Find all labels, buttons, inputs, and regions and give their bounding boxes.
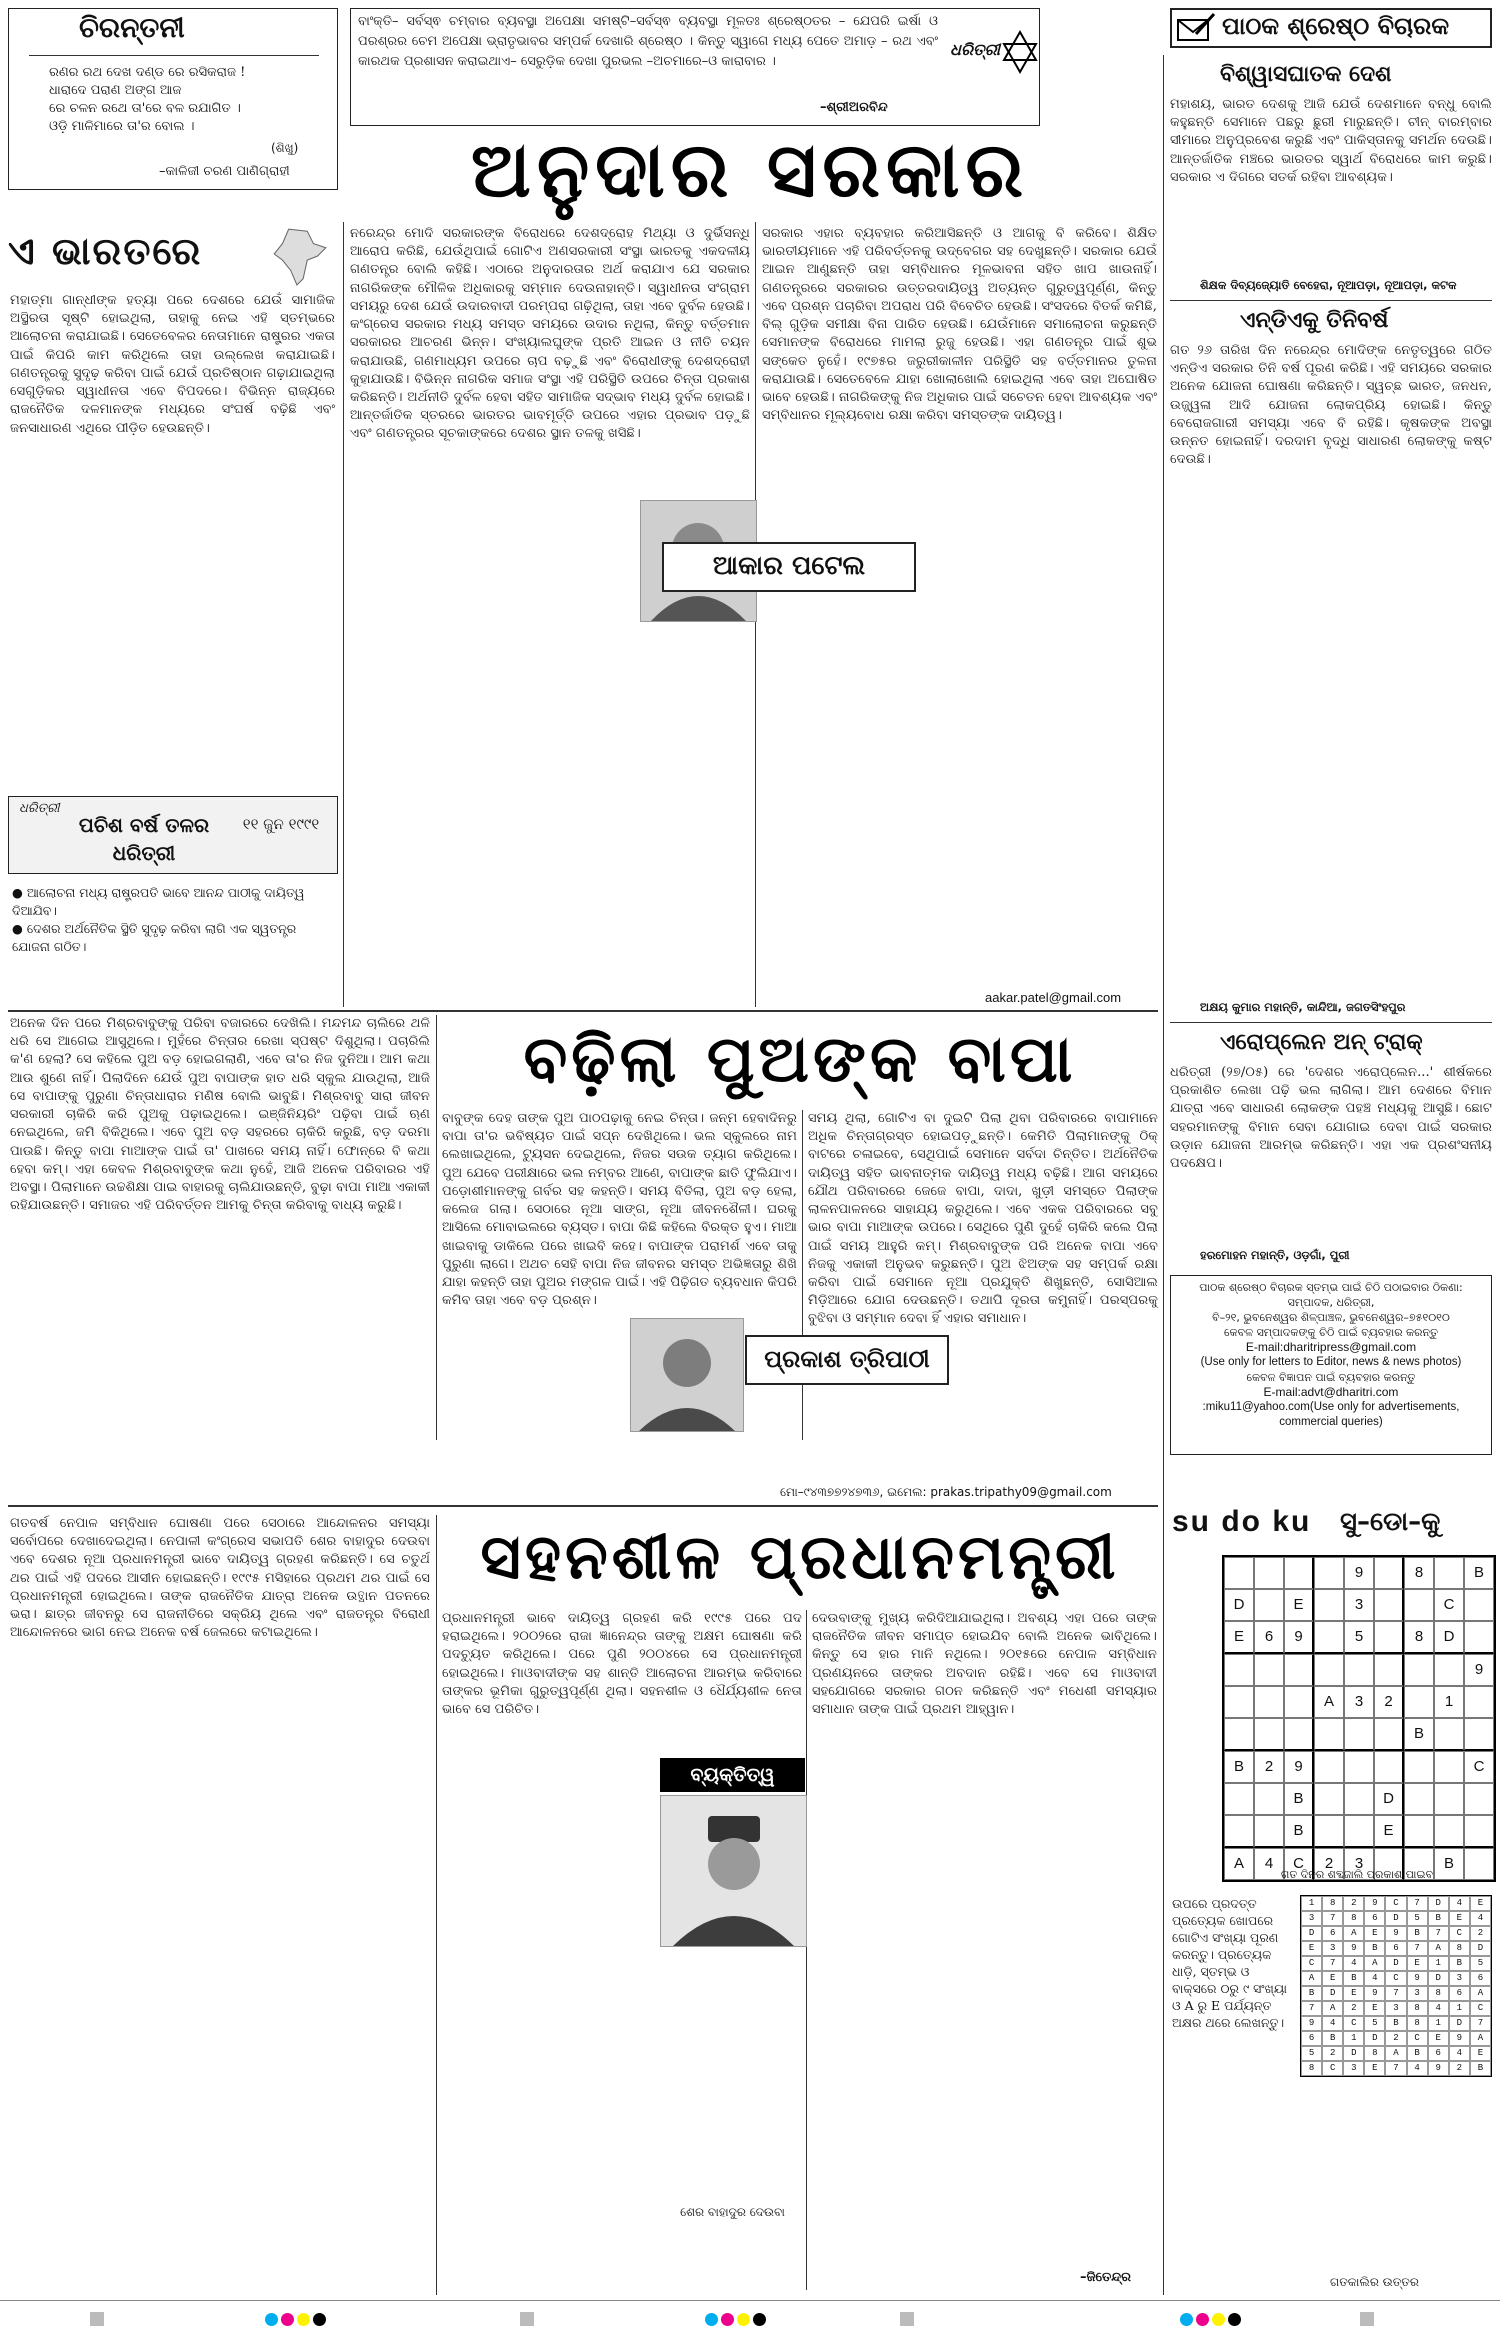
anniversary-date: ୧୧ ଜୁନ ୧୯୯୧ [242,815,320,833]
letter2-body: ଗତ ୨୬ ତାରିଖ ଦିନ ନରେନ୍ଦ୍ର ମୋଦିଙ୍କ ନେତୃତ୍ୱରେ ଗଠିତ ଏନ୍‌ଡିଏ ସରକାର ତିନି ବର୍ଷ ପୂରଣ କରିଛି। ଏହି ସମୟରେ ସରକାର ଅନେକ ଯୋଜନା ଘୋଷଣା କରିଛନ୍ତି। ସ୍ୱଚ୍ଛ ଭାରତ, ଜନଧନ, ଉଜ୍ଜ୍ୱଳା ଆଦି ଯୋଜନା ଲୋକପ୍ରିୟ ହୋଇଛି। କିନ୍ତୁ ବେରୋଜଗାରୀ ସମସ୍ୟା ଏବେ ବି ରହିଛି। କୃଷକଙ୍କ ଅବସ୍ଥା ଉନ୍ନତ ହୋଇନାହିଁ। ଦରଦାମ ବୃଦ୍ଧି ସାଧାରଣ ଲୋକଙ୍କୁ କଷ୍ଟ ଦେଉଛି। [1170,343,1492,468]
letter-divider [1170,1022,1492,1023]
chirantani-poem [49,64,245,136]
sudoku-cell[interactable]: B [1404,1718,1434,1751]
sudoku-cell[interactable] [1374,1718,1404,1751]
editor-email[interactable]: E-mail:dharitripress@gmail.com [1245,1340,1417,1354]
registration-mark [900,2312,914,2326]
sudoku-cell[interactable]: 9 [1464,1654,1494,1686]
magenta-dot [721,2313,734,2326]
solution-cell: 3 [1449,1971,1470,1986]
sudoku-cell[interactable]: C [1284,1848,1314,1880]
black-dot [1228,2313,1241,2326]
article3-column-1: ଗତବର୍ଷ ନେପାଳ ସମ୍ବିଧାନ ଘୋଷଣା ପରେ ସେଠାରେ ଆନ୍ଦୋଳନର ସମସ୍ୟା ସର୍ବୋପରେ ଦେଖାଦେଇଥିଲା। ନେପାଳୀ କଂଗ୍ରେସ ସଭାପତି ଶେର ବାହାଦୁର ଦେଉବା ଏବେ ଦେଶର ନୂଆ ପ୍ରଧାନମନ୍ତ୍ରୀ ଭାବେ ଦାୟିତ୍ୱ ଗ୍ରହଣ କରିଛନ୍ତି। ସେ ଚତୁର୍ଥ ଥର ପାଇଁ ଏହି ପଦରେ ଆସୀନ ହୋଇଛନ୍ତି। ୧୯୯୫ ମସିହାରେ ପ୍ରଥମ ଥର ପାଇଁ ସେ ପ୍ରଧାନମନ୍ତ୍ରୀ ହୋଇଥିଲେ। ତାଙ୍କ ରାଜନୈତିକ ଯାତ୍ରା ଅନେକ ଉତ୍ଥାନ ପତନରେ ଭରା। ଛାତ୍ର ଜୀବନରୁ ସେ ରାଜନୀତିରେ ସକ୍ରିୟ ଥିଲେ ଏବଂ ରାଜତନ୍ତ୍ର ବିରୋଧୀ ଆନ୍ଦୋଳନରେ ଭାଗ ନେଇ ଅନେକ ବର୍ଷ ଜେଲରେ କଟାଇଥିଲେ। [10,1516,430,1641]
sudoku-cell[interactable] [1224,1557,1254,1589]
sudoku-cell[interactable]: 4 [1254,1848,1284,1880]
sudoku-cell[interactable] [1434,1654,1464,1686]
sudoku-cell[interactable] [1344,1751,1374,1783]
article3-headline: ସହନଶୀଳ ପ୍ରଧାନମନ୍ତ୍ରୀ [480,1520,1120,1593]
anniversary-box [8,796,338,874]
anniversary-items [12,884,334,956]
quote-author: –ଶ୍ରୀଅରବିନ୍ଦ [820,100,888,115]
article1-headline: ଅନୁଦାର ସରକାର [470,125,1030,214]
solution-cell: 6 [1364,1911,1385,1926]
black-dot [313,2313,326,2326]
sudoku-cell[interactable] [1314,1783,1344,1815]
solution-cell: C [1343,2016,1364,2031]
solution-cell: 7 [1385,2061,1406,2076]
sudoku-cell[interactable] [1344,1654,1374,1686]
cyan-dot [1180,2313,1193,2326]
solution-cell: 2 [1343,2001,1364,2016]
sudoku-cell[interactable] [1224,1783,1254,1815]
sudoku-cell[interactable] [1374,1589,1404,1621]
solution-cell: 4 [1322,2016,1343,2031]
solution-cell: D [1301,1926,1322,1941]
solution-cell: C [1470,2001,1491,2016]
solution-cell: E [1322,1971,1343,1986]
anniversary-logo: ଧରିତ୍ରୀ [19,801,60,816]
sudoku-cell[interactable] [1464,1815,1494,1848]
yellow-dot [737,2313,750,2326]
solution-cell: B [1470,2061,1491,2076]
solution-cell: 3 [1385,2001,1406,2016]
solution-cell: 7 [1322,1956,1343,1971]
solution-cell: D [1428,1971,1449,1986]
solution-cell: 7 [1407,1941,1428,1956]
solution-cell: 9 [1364,1986,1385,2001]
sudoku-cell[interactable] [1284,1686,1314,1718]
solution-cell: A [1364,1956,1385,1971]
yellow-dot [1212,2313,1225,2326]
author-caption-prakash-tripathy: ପ୍ରକାଶ ତ୍ରିପାଠୀ [745,1335,949,1385]
solution-cell: E [1407,1956,1428,1971]
sudoku-cell[interactable] [1224,1815,1254,1848]
sudoku-cell[interactable]: B [1224,1751,1254,1783]
sudoku-cell[interactable] [1254,1557,1284,1589]
column-divider [343,222,344,1007]
solution-cell: 9 [1449,2031,1470,2046]
solution-cell: 4 [1449,1896,1470,1911]
solution-cell: 9 [1428,2061,1449,2076]
solution-cell: 1 [1428,1956,1449,1971]
solution-cell: 8 [1322,1896,1343,1911]
anniversary-label: ପଚିଶ ବର୍ଷ ତଳର ଧରିତ୍ରୀ [78,813,210,865]
author-photo-prakash-tripathy [630,1318,744,1432]
solution-cell: C [1301,1956,1322,1971]
solution-cell: B [1343,1971,1364,1986]
solution-cell: 3 [1343,2061,1364,2076]
solution-cell: 8 [1428,1986,1449,2001]
sudoku-cell[interactable]: E [1284,1589,1314,1621]
sudoku-cell[interactable] [1284,1557,1314,1589]
sudoku-cell[interactable] [1464,1718,1494,1751]
solution-cell: 8 [1407,2016,1428,2031]
solution-cell: B [1407,2046,1428,2061]
sudoku-solution-grid [1300,1895,1492,2077]
sudoku-cell[interactable] [1434,1815,1464,1848]
sudoku-cell[interactable] [1464,1621,1494,1654]
sudoku-grid[interactable] [1222,1555,1496,1882]
registration-mark [520,2312,534,2326]
sudoku-cell[interactable]: 3 [1344,1686,1374,1718]
poem-line: ରଣର ରଥ ଦେଖ ଦଣ୍ଡ ରେ ରସିକରାଜ ! [49,65,246,80]
sudoku-cell[interactable] [1314,1557,1344,1589]
registration-mark [1360,2312,1374,2326]
solution-cell: E [1343,1986,1364,2001]
sudoku-cell[interactable] [1464,1783,1494,1815]
sudoku-cell[interactable] [1254,1718,1284,1751]
registration-mark [90,2312,104,2326]
sudoku-cell[interactable]: C [1464,1751,1494,1783]
sudoku-cell[interactable]: A [1224,1848,1254,1880]
solution-cell: C [1322,2061,1343,2076]
sudoku-cell[interactable] [1434,1751,1464,1783]
article3-byline: –ଜିତେନ୍ଦ୍ର [1080,2270,1131,2285]
letter3-body: ଧରିତ୍ରୀ (୨୭/୦୫) ରେ 'ଦେଶର ଏରୋପ୍ଲେନ...' ଶୀର୍ଷକରେ ପ୍ରକାଶିତ ଲେଖା ପଢ଼ି ଭଲ ଲାଗିଲା। ଆମ ଦେଶରେ ବିମାନ ଯାତ୍ରା ଏବେ ସାଧାରଣ ଲୋକଙ୍କ ପହଞ୍ଚ ମଧ୍ୟକୁ ଆସୁଛି। ଛୋଟ ସହରମାନଙ୍କୁ ବିମାନ ସେବା ଯୋଗାଇ ଦେବା ପାଇଁ ସରକାର ଉଡ଼ାନ ଯୋଜନା ଆରମ୍ଭ କରିଛନ୍ତି। ଏହା ଏକ ପ୍ରଶଂସନୀୟ ପଦକ୍ଷେପ। [1170,1065,1492,1172]
solution-cell: E [1470,2046,1491,2061]
article2-headline: ବଢ଼ିଲା ପୁଅଙ୍କ ବାପା [523,1023,1077,1097]
sudoku-cell[interactable] [1404,1783,1434,1815]
solution-cell: 2 [1449,2061,1470,2076]
solution-cell: C [1407,2031,1428,2046]
solution-cell: 9 [1343,1941,1364,1956]
letter3-title: ଏରୋପ୍ଲେନ ଅନ୍ ଟ୍ରାକ୍ [1220,1030,1423,1055]
solution-cell: 5 [1407,1911,1428,1926]
solution-cell: 8 [1301,2061,1322,2076]
column-divider [436,1515,437,2295]
letter-divider [1170,300,1492,301]
black-dot [753,2313,766,2326]
sudoku-cell[interactable] [1404,1686,1434,1718]
sudoku-cell[interactable] [1254,1783,1284,1815]
sudoku-cell[interactable]: B [1464,1557,1494,1589]
sudoku-cell[interactable] [1284,1718,1314,1751]
pratibhata-body: ମହାତ୍ମା ଗାନ୍ଧୀଙ୍କ ହତ୍ୟା ପରେ ଦେଶରେ ଯେଉଁ ସାମାଜିକ ଅସ୍ଥିରତା ସୃଷ୍ଟି ହୋଇଥିଲା, ତାହାକୁ ନେଇ ଏହି ସ୍ତମ୍ଭରେ ଆଲୋଚନା କରାଯାଇଛି। ସେତେବେଳର ନେତାମାନେ ରାଷ୍ଟ୍ରର ଏକତା ପାଇଁ କିପରି କାମ କରିଥିଲେ ତାହା ଉଲ୍ଲେଖ କରାଯାଇଛି। ଗଣତନ୍ତ୍ରକୁ ସୁଦୃଢ଼ କରିବା ପାଇଁ ଯେଉଁ ପ୍ରତିଷ୍ଠାନ ଗଢ଼ାଯାଇଥିଲା ସେଗୁଡ଼ିକର ସ୍ୱାଧୀନତା ଏବେ ବିପଦରେ। ବିଭିନ୍ନ ରାଜ୍ୟରେ ରାଜନୈତିକ ଦଳମାନଙ୍କ ମଧ୍ୟରେ ସଂଘର୍ଷ ବଢ଼ିଛି ଏବଂ ଜନସାଧାରଣ ଏଥିରେ ପୀଡ଼ିତ ହେଉଛନ୍ତି। [10,293,335,436]
solution-cell: 6 [1385,1941,1406,1956]
solution-cell: 4 [1428,2001,1449,2016]
sudoku-cell[interactable] [1374,1621,1404,1654]
sudoku-cell[interactable] [1224,1718,1254,1751]
letter3-signature: ହରମୋହନ ମହାନ୍ତି, ଓଡ଼ଗାଁ, ପୁରୀ [1200,1248,1350,1262]
letter1-body: ମହାଶୟ, ଭାରତ ଦେଶକୁ ଆଜି ଯେଉଁ ଦେଶମାନେ ବନ୍ଧୁ ବୋଲି କହୁଛନ୍ତି ସେମାନେ ପଛରୁ ଛୁରୀ ମାରୁଛନ୍ତି। ଚୀନ୍ ବାରମ୍ବାର ସୀମାରେ ଅନୁପ୍ରବେଶ କରୁଛି ଏବଂ ପାକିସ୍ତାନକୁ ସମର୍ଥନ ଦେଉଛି। ଆନ୍ତର୍ଜାତିକ ମଞ୍ଚରେ ଭାରତର ସ୍ୱାର୍ଥ ବିରୋଧରେ କାମ କରୁଛି। ସରକାର ଏ ଦିଗରେ ସତର୍କ ରହିବା ଆବଶ୍ୟକ। [1170,97,1492,185]
advt-email[interactable]: E-mail:advt@dharitri.com [1263,1385,1399,1399]
sudoku-cell[interactable] [1374,1654,1404,1686]
solution-cell: 6 [1301,2031,1322,2046]
chirantani-rule [29,55,319,56]
sudoku-title-odia: ସୁ–ଡୋ–କୁ [1340,1507,1441,1537]
letter1-signature: ଶିକ୍ଷକ ଦିବ୍ୟଜ୍ୟୋତି ବେହେରା, ନୂଆପଡ଼ା, ନୂଆପଡ଼ା, କଟକ [1200,278,1457,292]
solution-cell: D [1470,1941,1491,1956]
magenta-dot [1196,2313,1209,2326]
sudoku-cell[interactable] [1224,1686,1254,1718]
sudoku-caption: ଗତ ଦିନର ଶବ୍ଦଜାଲି ପ୍ରକାଶ ପାଇବ [1280,1868,1434,1881]
solution-cell: 4 [1449,2046,1470,2061]
sudoku-cell[interactable]: 8 [1404,1557,1434,1589]
solution-cell: 8 [1449,1941,1470,1956]
solution-cell: B [1364,1941,1385,1956]
sudoku-cell[interactable]: 5 [1344,1621,1374,1654]
article2-column-2: ବାବୁଙ୍କ ଦେହ ତାଙ୍କ ପୁଅ ପାଠପଢ଼ାକୁ ନେଇ ଚିନ୍ତା। ଜନ୍ମ ହେବାଦିନରୁ ବାପା ତା'ର ଭବିଷ୍ୟତ ପାଇଁ ସପ୍ନ ଦେଖିଥିଲେ। ଭଲ ସ୍କୁଲରେ ନାମ ଲେଖାଇଥିଲେ, ଟ୍ୟୁସନ ଦେଇଥିଲେ, ନିଜର ସଉକ ତ୍ୟାଗ କରିଥିଲେ। ପୁଅ ଯେବେ ପରୀକ୍ଷାରେ ଭଲ ନମ୍ବର ଆଣେ, ବାପାଙ୍କ ଛାତି ଫୁଲିଯାଏ। ପଡ଼ୋଶୀମାନଙ୍କୁ ଗର୍ବର ସହ କହନ୍ତି। ସମୟ ବିତିଲା, ପୁଅ ବଡ଼ ହେଲା, କଲେଜ ଗଲା। ସେଠାରେ ନୂଆ ସାଙ୍ଗ, ନୂଆ ଜୀବନଶୈଳୀ। ଘରକୁ ଆସିଲେ ମୋବାଇଲରେ ବ୍ୟସ୍ତ। ବାପା କିଛି କହିଲେ ବିରକ୍ତ ହୁଏ। ମାଆ ଖାଇବାକୁ ଡାକିଲେ ପରେ ଖାଇବି କହେ। ବାପାଙ୍କ ପରାମର୍ଶ ଏବେ ତାକୁ ପୁରୁଣା ଲାଗେ। ଅଥଚ ସେହି ବାପା ନିଜ ଜୀବନର ସମସ୍ତ ଅଭିଜ୍ଞତାରୁ ଶିଖି ଯାହା କହନ୍ତି ତାହା ପୁଅର ମଙ୍ଗଳ ପାଇଁ। ଏହି ପିଢ଼ିଗତ ବ୍ୟବଧାନ କିପରି କମିବ ତାହା ଏବେ ବଡ଼ ପ୍ରଶ୍ନ। [442,1111,797,1309]
cyan-dot [265,2313,278,2326]
solution-cell: 5 [1364,2016,1385,2031]
portrait-icon [631,1319,743,1431]
sudoku-rules: ଉପରେ ପ୍ରଦତ୍ତ ପ୍ରତ୍ୟେକ ଖୋପରେ ଗୋଟିଏ ସଂଖ୍ୟା ପୂରଣ କରନ୍ତୁ। ପ୍ରତ୍ୟେକ ଧାଡ଼ି, ସ୍ତମ୍ଭ ଓ ବାକ୍ସରେ ୦ରୁ ୯ ସଂଖ୍ୟା ଓ A ରୁ E ପର୍ଯ୍ୟନ୍ତ ଅକ୍ଷର ଥରେ ଲେଖନ୍ତୁ। [1172,1896,1288,2030]
sudoku-cell[interactable] [1344,1718,1374,1751]
solution-cell: 7 [1407,1896,1428,1911]
solution-cell: A [1301,1971,1322,1986]
sudoku-cell[interactable] [1344,1783,1374,1815]
solution-cell: 2 [1470,1926,1491,1941]
solution-cell: A [1428,1941,1449,1956]
solution-cell: 7 [1385,1986,1406,2001]
solution-cell: A [1322,2001,1343,2016]
sudoku-cell[interactable] [1254,1589,1284,1621]
poem-line: ଧାରାଦେ ପରାଣ ଅଙ୍ଗ ଆଜ [49,83,182,98]
solution-cell: 9 [1301,2016,1322,2031]
solution-cell: E [1364,2001,1385,2016]
sudoku-cell[interactable] [1254,1654,1284,1686]
solution-cell: D [1364,2031,1385,2046]
solution-cell: 2 [1385,2031,1406,2046]
solution-cell: C [1385,1896,1406,1911]
solution-cell: B [1407,1926,1428,1941]
solution-cell: 3 [1301,1911,1322,1926]
solution-cell: D [1449,2016,1470,2031]
sudoku-cell[interactable]: 8 [1404,1621,1434,1654]
sudoku-cell[interactable] [1314,1815,1344,1848]
solution-cell: B [1322,2031,1343,2046]
solution-cell: E [1364,1926,1385,1941]
contact-address: କେବଳ ସମ୍ପାଦକଙ୍କୁ ଚିଠି ପାଇଁ ବ୍ୟବହାର କରନ୍ତୁ [1224,1326,1438,1339]
solution-cell: B [1301,1986,1322,2001]
solution-cell: 8 [1343,1911,1364,1926]
solution-cell: 9 [1385,1926,1406,1941]
article3-column-3: ଦେଉବାଙ୍କୁ ମୁଖ୍ୟ କରିଦିଆଯାଇଥିଲା। ଅବଶ୍ୟ ଏହା ପରେ ତାଙ୍କ ରାଜନୈତିକ ଜୀବନ ସମାପ୍ତ ହୋଇଯିବ ବୋଲି ଅନେକ ଭାବିଥିଲେ। କିନ୍ତୁ ସେ ହାର ମାନି ନଥିଲେ। ୨୦୧୫ରେ ନେପାଳ ସମ୍ବିଧାନ ପ୍ରଣୟନରେ ତାଙ୍କର ଅବଦାନ ରହିଛି। ଏବେ ସେ ମାଓବାଦୀ ସହଯୋଗରେ ସରକାର ଗଠନ କରିଛନ୍ତି ଏବଂ ମଧେଶୀ ସମସ୍ୟାର ସମାଧାନ ତାଙ୍କ ପାଇଁ ପ୍ରଥମ ଆହ୍ୱାନ। [812,1611,1157,1718]
article1-email: aakar.patel@gmail.com [985,990,1122,1005]
sudoku-cell[interactable]: E [1224,1621,1254,1654]
solution-cell: D [1428,1896,1449,1911]
sudoku-cell[interactable]: 9 [1344,1557,1374,1589]
solution-cell: 9 [1364,1896,1385,1911]
sudoku-cell[interactable] [1314,1589,1344,1621]
sudoku-cell[interactable] [1314,1751,1344,1783]
article1-column-1: ନରେନ୍ଦ୍ର ମୋଦି ସରକାରଙ୍କ ବିରୋଧରେ ଦେଶଦ୍ରୋହ ମିଥ୍ୟା ଓ ଦୁର୍ଭିସନ୍ଧି ଆରୋପ କରିଛି, ଯେଉଁଥିପାଇଁ ଗୋଟିଏ ଅଣସରକାରୀ ସଂସ୍ଥା ଭାରତକୁ ଏକଦଳୀୟ ଗଣତନ୍ତ୍ର ବୋଲି କହିଛି। ଏଠାରେ ଅନୁଦାରତାର ଅର୍ଥ କରାଯାଏ ଯେ ସରକାର ନାଗରିକଙ୍କ ମୌଳିକ ଅଧିକାରକୁ ସମ୍ମାନ ଦେଉନାହାନ୍ତି। ସ୍ୱାଧୀନତା ସଂଗ୍ରାମ ସମୟରୁ ଦେଶ ଯେଉଁ ଉଦାରବାଦୀ ପରମ୍ପରା ଗଢ଼ିଥିଲା, ତାହା ଏବେ ଦୁର୍ବଳ ହେଉଛି। କଂଗ୍ରେସ ସରକାର ମଧ୍ୟ ସମସ୍ତ ସମୟରେ ଉଦାର ନଥିଲା, କିନ୍ତୁ ବର୍ତ୍ତମାନ ସରକାରର ଆଚରଣ ଭିନ୍ନ। ସଂଖ୍ୟାଲଘୁଙ୍କ ପ୍ରତି ଆଇନ ଓ ନୀତି ଚୟନ କରାଯାଉଛି, ଗଣମାଧ୍ୟମ ଉପରେ ଚାପ ବଢ଼ୁଛି ଏବଂ ବିରୋଧୀଙ୍କୁ ଦେଶଦ୍ରୋହୀ କୁହାଯାଉଛି। ବିଭିନ୍ନ ନାଗରିକ ସମାଜ ସଂସ୍ଥା ଏହି ପରିସ୍ଥିତି ଉପରେ ଚିନ୍ତା ପ୍ରକାଶ କରିଛନ୍ତି। ଅର୍ଥନୀତି ଦୁର୍ବଳ ହେବା ସହିତ ସାମାଜିକ ସଦ୍ଭାବ ମଧ୍ୟ ଦୁର୍ବଳ ହୋଇଛି। ଆନ୍ତର୍ଜାତିକ ସ୍ତରରେ ଭାରତର ଭାବମୂର୍ତ୍ତି ଉପରେ ଏହାର ପ୍ରଭାବ ପଡ଼ୁଛି ଏବଂ ଗଣତନ୍ତ୍ରର ସୂଚକାଙ୍କରେ ଦେଶର ସ୍ଥାନ ତଳକୁ ଖସିଛି। [350,226,750,442]
letters-banner-title: ପାଠକ ଶ୍ରେଷ୍ଠ ବିଚାରକ [1222,12,1450,40]
sudoku-cell[interactable]: 2 [1314,1848,1344,1880]
solution-cell: A [1343,1926,1364,1941]
portrait-sher-bahadur-deuba [660,1795,807,1947]
sudoku-cell[interactable]: D [1374,1783,1404,1815]
e-bharatare-header [8,225,338,285]
contact-address: ବି–୨୧, ଭୁବନେଶ୍ୱର ଶିଳ୍ପାଞ୍ଚଳ, ଭୁବନେଶ୍ୱର–୭୫୧୦୧୦ [1212,1311,1450,1324]
solution-cell: 7 [1322,1911,1343,1926]
star-emblem-icon [1000,28,1040,78]
solution-cell: 8 [1407,2001,1428,2016]
poem-note: (ଶିଖୁ) [271,141,299,155]
sudoku-cell[interactable] [1314,1654,1344,1686]
solution-cell: D [1343,2046,1364,2061]
poem-line: ରେ ଚଳନ ରଥେ ତା'ରେ ବଳ ରଯାଗିତ । [49,101,241,116]
contact-address: ସମ୍ପାଦକ, ଧରିତ୍ରୀ, [1287,1296,1375,1309]
article2-contact: ମୋ–୯୪୩୭୭୨୪୭୩୬, ଇମେଲ: prakas.tripathy09@gmail.com [780,1485,1112,1499]
sudoku-cell[interactable] [1314,1718,1344,1751]
editor-email-note: (Use only for letters to Editor, news & news photos) [1200,1356,1462,1368]
sudoku-cell[interactable]: 2 [1374,1686,1404,1718]
solution-cell: B [1449,1956,1470,1971]
solution-cell: 6 [1449,1986,1470,2001]
column-divider [802,1110,803,1440]
solution-cell: 6 [1322,1926,1343,1941]
solution-cell: 1 [1449,2001,1470,2016]
solution-cell: 6 [1428,2046,1449,2061]
solution-cell: 7 [1470,2016,1491,2031]
e-bharatare-title: ଏ ଭାରତରେ [8,229,203,273]
solution-cell: 3 [1407,1986,1428,2001]
advt-email-alt[interactable]: :miku11@yahoo.com(Use only for advertisements, commercial queries) [1202,1401,1460,1428]
sudoku-cell[interactable] [1314,1621,1344,1654]
solution-cell: B [1428,1911,1449,1926]
solution-cell: E [1301,1941,1322,1956]
solution-cell: 7 [1301,2001,1322,2016]
chirantani-box [8,8,338,190]
dharitri-logo: ଧରିତ୍ରୀ [950,40,1000,59]
sudoku-cell[interactable] [1404,1654,1434,1686]
solution-cell: 9 [1407,1971,1428,1986]
solution-cell: 1 [1301,1896,1322,1911]
solution-cell: 3 [1322,1941,1343,1956]
solution-cell: D [1385,1911,1406,1926]
solution-cell: 8 [1364,2046,1385,2061]
solution-cell: E [1364,2061,1385,2076]
anniversary-item: ● ଆଲୋଚନା ମଧ୍ୟ ରାଷ୍ଟ୍ରପତି ଭାବେ ଆନନ୍ଦ ପାଠୀକୁ ଦାୟିତ୍ୱ ଦିଆଯିବ। [12,885,305,918]
solution-cell: 1 [1343,2031,1364,2046]
pen-letter-icon [1176,12,1216,44]
quote-text: ବାଂକ୍ତି– ସର୍ବସ୍ଵ ଚମ୍ବାର ବ୍ୟବସ୍ଥା ଅପେକ୍ଷା ସମଷ୍ଟି–ସର୍ବସ୍ଵ ବ୍ୟବସ୍ଥା ମୂଳତଃ ଶ୍ରେଷ୍ଠତର – ଯେପରି ଇର୍ଷା ଓ ପରଶ୍ରର ଚେମ ଅପେକ୍ଷା ଭ୍ରାତୃଭାବର ସମ୍ପର୍କ ଦେଖାରି ଶ୍ରେଷ୍ଠ । କିନ୍ତୁ ସ୍ୱାଗେ ମଧ୍ୟ ପେତେ ଅମାଡ଼ – ରଥ ଏବଂ କାରଥକ ପ୍ରଶାସନ କରାଇଥାଏ– ସେରୁଡ଼ିକ ଦେଖା ପୁରଭଲ –ଅଚମାରେ–ଓ କାରାବାର । [358,14,938,69]
solution-cell: 2 [1343,1896,1364,1911]
solution-cell: 5 [1301,2046,1322,2061]
solution-cell: 7 [1428,1926,1449,1941]
solution-cell: D [1385,1956,1406,1971]
sudoku-cell[interactable]: 9 [1284,1751,1314,1783]
solution-cell: C [1385,1971,1406,1986]
author-caption-aakar-patel: ଆକାର ପଟେଲ [662,542,916,592]
sudoku-cell[interactable]: 2 [1254,1751,1284,1783]
sudoku-cell[interactable] [1374,1751,1404,1783]
personality-tag: ବ୍ୟକ୍ତିତ୍ୱ [660,1758,805,1792]
advt-line: କେବଳ ବିଜ୍ଞାପନ ପାଇଁ ବ୍ୟବହାର କରନ୍ତୁ [1246,1371,1416,1384]
sudoku-cell[interactable] [1464,1686,1494,1718]
sudoku-cell[interactable] [1404,1589,1434,1621]
solution-cell: 2 [1322,2046,1343,2061]
solution-cell: 4 [1364,1971,1385,1986]
sudoku-cell[interactable] [1464,1589,1494,1621]
sudoku-cell[interactable] [1224,1654,1254,1686]
solution-cell: 4 [1470,1911,1491,1926]
section-rule [8,1010,1158,1012]
india-map-icon [268,225,330,287]
section-rule [8,1505,1158,1507]
poem-author: –କାଳିଜୀ ଚରଣ ପାଣିଗ୍ରାହୀ [159,164,290,179]
chirantani-title: ଚିରନ୍ତନୀ [79,11,185,44]
solution-cell: C [1449,1926,1470,1941]
cyan-dot [705,2313,718,2326]
sudoku-cell[interactable] [1374,1557,1404,1589]
portrait-caption: ଶେର ବାହାଦୁର ଦେଉବା [680,2205,785,2219]
letter2-title: ଏନ୍‌ଡିଏକୁ ତିନିବର୍ଷ [1240,308,1389,333]
solution-cell: B [1385,2016,1406,2031]
sudoku-title-latin: su do ku [1172,1505,1312,1538]
contact-info [1178,1280,1484,1430]
sudoku-cell[interactable]: D [1224,1589,1254,1621]
letter1-title: ବିଶ୍ୱାସଘାତକ ଦେଶ [1220,62,1392,87]
solution-cell: A [1385,2046,1406,2061]
sudoku-cell[interactable] [1344,1815,1374,1848]
sudoku-cell[interactable] [1434,1557,1464,1589]
sudoku-cell[interactable] [1404,1815,1434,1848]
solution-cell: D [1322,1986,1343,2001]
sudoku-cell[interactable]: E [1374,1815,1404,1848]
sudoku-cell[interactable]: 1 [1434,1686,1464,1718]
solution-cell: A [1470,2031,1491,2046]
solution-cell: E [1449,1911,1470,1926]
sudoku-cell[interactable]: A [1314,1686,1344,1718]
solution-cell: 5 [1470,1956,1491,1971]
article3-column-2: ପ୍ରଧାନମନ୍ତ୍ରୀ ଭାବେ ଦାୟିତ୍ୱ ଗ୍ରହଣ କରି ୧୯୯୫ ପରେ ପଦ ହରାଇଥିଲେ। ୨୦୦୨ରେ ରାଜା ଜ୍ଞାନେନ୍ଦ୍ର ତାଙ୍କୁ ଅକ୍ଷମ ଘୋଷଣା କରି ପଦଚ୍ୟୁତ କରିଥିଲେ। ପରେ ପୁଣି ୨୦୦୪ରେ ସେ ପ୍ରଧାନମନ୍ତ୍ରୀ ହୋଇଥିଲେ। ମାଓବାଦୀଙ୍କ ସହ ଶାନ୍ତି ଆଲୋଚନା ଆରମ୍ଭ କରିବାରେ ତାଙ୍କର ଭୂମିକା ଗୁରୁତ୍ୱପୂର୍ଣ୍ଣ ଥିଲା। ସହନଶୀଳ ଓ ଧୈର୍ଯ୍ୟଶୀଳ ନେତା ଭାବେ ସେ ପରିଚିତ। [442,1611,802,1718]
contact-intro: ପାଠକ ଶ୍ରେଷ୍ଠ ବିଚାରକ ସ୍ତମ୍ଭ ପାଇଁ ଚିଠି ପଠାଇବାର ଠିକଣା: [1199,1281,1463,1294]
letter2-signature: ଅକ୍ଷୟ କୁମାର ମହାନ୍ତି, କାନ୍ଦିଆ, ଜଗତସିଂହପୁର [1200,1000,1406,1014]
sudoku-cell[interactable] [1284,1654,1314,1686]
article1-column-2: ସରକାର ଏହାର ବ୍ୟବହାର କରିଆସିଛନ୍ତି ଓ ଆଗକୁ ବି କରିବେ। ଶିକ୍ଷିତ ଭାରତୀୟମାନେ ଏହି ପରିବର୍ତ୍ତନକୁ ଉଦ୍ବେଗର ସହ ଦେଖୁଛନ୍ତି। ସରକାର ଯେଉଁ ଆଇନ ଆଣୁଛନ୍ତି ତାହା ସମ୍ବିଧାନର ମୂଳଭାବନା ସହିତ ଖାପ ଖାଉନାହିଁ। ଗଣତନ୍ତ୍ରରେ ସରକାରର ଉତ୍ତରଦାୟିତ୍ୱ ଅତ୍ୟନ୍ତ ଗୁରୁତ୍ୱପୂର୍ଣ୍ଣ, କିନ୍ତୁ ଏବେ ପ୍ରଶ୍ନ ପଚାରିବା ଅପରାଧ ପରି ବିବେଚିତ ହେଉଛି। ସଂସଦରେ ବିତର୍କ କମିଛି, ବିଲ୍ ଗୁଡ଼ିକ ସମୀକ୍ଷା ବିନା ପାରିତ ହେଉଛି। ଯେଉଁମାନେ ସମାଲୋଚନା କରୁଛନ୍ତି ସେମାନଙ୍କ ବିରୋଧରେ ମାମଲା ରୁଜୁ ହେଉଛି। ଏହା ଗଣତନ୍ତ୍ର ପାଇଁ ଶୁଭ ସଙ୍କେତ ନୁହେଁ। ୧୯୭୫ର ଜରୁରୀକାଳୀନ ପରିସ୍ଥିତି ସହ ବର୍ତ୍ତମାନର ତୁଳନା କରାଯାଉଛି। ସେତେବେଳେ ଯାହା ଖୋଲାଖୋଲି ହୋଇଥିଲା ଏବେ ତାହା ଅଘୋଷିତ ଭାବେ ହେଉଛି। ନାଗରିକଙ୍କୁ ନିଜ ଅଧିକାର ପାଇଁ ସଚେତନ ହେବା ଆବଶ୍ୟକ ଏବଂ ସମ୍ବିଧାନର ମୂଲ୍ୟବୋଧ ରକ୍ଷା କରିବା ସମସ୍ତଙ୍କ ଦାୟିତ୍ୱ। [762,226,1157,424]
sudoku-cell[interactable] [1434,1718,1464,1751]
solution-cell: A [1470,1986,1491,2001]
sudoku-cell[interactable]: 3 [1344,1848,1374,1880]
solution-cell: 6 [1470,1971,1491,1986]
sudoku-cell[interactable]: B [1284,1783,1314,1815]
sudoku-cell[interactable] [1404,1751,1434,1783]
anniversary-item: ● ଦେଶର ଅର୍ଥନୈତିକ ସ୍ଥିତି ସୁଦୃଢ଼ କରିବା ଲାଗି ଏକ ସ୍ୱତନ୍ତ୍ର ଯୋଜନା ଗଠିତ। [12,921,297,954]
sudoku-cell[interactable]: 3 [1344,1589,1374,1621]
column-divider [1163,55,1164,2295]
sudoku-cell[interactable]: B [1434,1848,1464,1880]
sudoku-cell[interactable]: B [1284,1815,1314,1848]
portrait-icon [661,1796,806,1946]
poem-line: ଓଡ଼ି ମାଳିମାରେ ତା'ର ବୋଲ । [49,119,195,134]
sudoku-cell[interactable]: C [1434,1589,1464,1621]
sudoku-cell[interactable] [1254,1686,1284,1718]
sudoku-cell[interactable]: 9 [1284,1621,1314,1654]
solution-cell: 1 [1428,2016,1449,2031]
solution-cell: E [1428,2031,1449,2046]
column-divider [806,1610,807,2290]
footer-rule [0,2300,1500,2301]
sudoku-cell[interactable]: 6 [1254,1621,1284,1654]
article2-column-1: ଅନେକ ଦିନ ପରେ ମିଶ୍ରବାବୁଙ୍କୁ ପରିବା ବଜାରରେ ଦେଖିଲି। ମନ୍ଦମନ୍ଦ ଚାଲିରେ ଥଳି ଧରି ସେ ଆଗେଇ ଆସୁଥିଲେ। ମୁହଁରେ ଚିନ୍ତାର ରେଖା ସ୍ପଷ୍ଟ ଦିଶୁଥିଲା। ପଚାରିଲି କ'ଣ ହେଲା? ସେ କହିଲେ ପୁଅ ବଡ଼ ହୋଇଗଲାଣି, ଏବେ ତା'ର ନିଜ ଦୁନିଆ। ଆମ କଥା ଆଉ ଶୁଣେ ନାହିଁ। ପିଲାଦିନେ ଯେଉଁ ପୁଅ ବାପାଙ୍କ ହାତ ଧରି ସ୍କୁଲ ଯାଉଥିଲା, ଆଜି ସେ ବାପାଙ୍କୁ ପୁରୁଣା ଚିନ୍ତାଧାରାର ମଣିଷ ବୋଲି ଭାବୁଛି। ମିଶ୍ରବାବୁ ସାରା ଜୀବନ ସରକାରୀ ଚାକିରି କରି ପୁଅକୁ ପଢ଼ାଇଥିଲେ। ଇଞ୍ଜିନିୟରିଂ ପଢ଼ିବା ପାଇଁ ଋଣ ନେଇଥିଲେ, ଜମି ବିକିଥିଲେ। ଏବେ ପୁଅ ବଡ଼ ସହରରେ ଚାକିରି କରୁଛି, ବଡ଼ ଦରମା ପାଉଛି। କିନ୍ତୁ ବାପା ମାଆଙ୍କ ପାଇଁ ତା' ପାଖରେ ସମୟ ନାହିଁ। ଫୋନ୍‌ରେ ବି କଥା ହେବା କମ୍। ଏହା କେବଳ ମିଶ୍ରବାବୁଙ୍କ କଥା ନୁହେଁ, ଆଜି ଅନେକ ପରିବାରର ଏହି ଅବସ୍ଥା। ପିଲାମାନେ ଉଚ୍ଚଶିକ୍ଷା ପାଇ ବାହାରକୁ ଚାଲିଯାଉଛନ୍ତି, ବୁଢ଼ା ବାପା ମାଆ ଏକାକୀ ରହିଯାଉଛନ୍ତି। ସମାଜର ଏହି ପରିବର୍ତ୍ତନ ଆମକୁ ଚିନ୍ତା କରିବାକୁ ବାଧ୍ୟ କରୁଛି। [10,1016,430,1214]
solution-label: ଗତକାଲିର ଉତ୍ତର [1330,2275,1419,2289]
magenta-dot [281,2313,294,2326]
column-divider [436,1015,437,1440]
yellow-dot [297,2313,310,2326]
article2-column-3: ସମୟ ଥିଲା, ଗୋଟିଏ ବା ଦୁଇଟି ପିଲା ଥିବା ପରିବାରରେ ବାପାମାନେ ଅଧିକ ଚିନ୍ତାଗ୍ରସ୍ତ ହୋଇପଡ଼ୁଛନ୍ତି। କେମିତି ପିଲାମାନଙ୍କୁ ଠିକ୍ ବାଟରେ ଚଳାଇବେ, ସେଥିପାଇଁ ସେମାନେ ସର୍ବଦା ଚିନ୍ତିତ। ଅର୍ଥନୈତିକ ଦାୟିତ୍ୱ ସହିତ ଭାବନାତ୍ମକ ଦାୟିତ୍ୱ ମଧ୍ୟ ବଢ଼ିଛି। ଆଗ ସମୟରେ ଯୌଥ ପରିବାରରେ ଜେଜେ ବାପା, ଦାଦା, ଖୁଡ଼ୀ ସମସ୍ତେ ପିଲାଙ୍କ ଲାଳନପାଳନରେ ସାହାଯ୍ୟ କରୁଥିଲେ। ଏବେ ଏକକ ପରିବାରରେ ସବୁ ଭାର ବାପା ମାଆଙ୍କ ଉପରେ। ସେଥିରେ ପୁଣି ଦୁହେଁ ଚାକିରି କଲେ ପିଲା ପାଇଁ ସମୟ ଆହୁରି କମ୍। ମିଶ୍ରବାବୁଙ୍କ ପରି ଅନେକ ବାପା ଏବେ ନିଜକୁ ଏକାକୀ ଅନୁଭବ କରୁଛନ୍ତି। ପୁଅ ଝିଅଙ୍କ ସହ ସମ୍ପର୍କ ରକ୍ଷା କରିବା ପାଇଁ ସେମାନେ ନୂଆ ପ୍ରଯୁକ୍ତି ଶିଖୁଛନ୍ତି, ସୋସିଆଲ ମିଡ଼ିଆରେ ଯୋଗ ଦେଉଛନ୍ତି। ତଥାପି ଦୂରତା କମୁନାହିଁ। ପରସ୍ପରକୁ ବୁଝିବା ଓ ସମ୍ମାନ ଦେବା ହିଁ ଏହାର ସମାଧାନ। [808,1111,1158,1327]
sudoku-cell[interactable] [1254,1815,1284,1848]
solution-cell: 4 [1343,1956,1364,1971]
sudoku-cell[interactable] [1434,1783,1464,1815]
sudoku-cell[interactable]: D [1434,1621,1464,1654]
solution-cell: 4 [1407,2061,1428,2076]
solution-cell: E [1470,1896,1491,1911]
